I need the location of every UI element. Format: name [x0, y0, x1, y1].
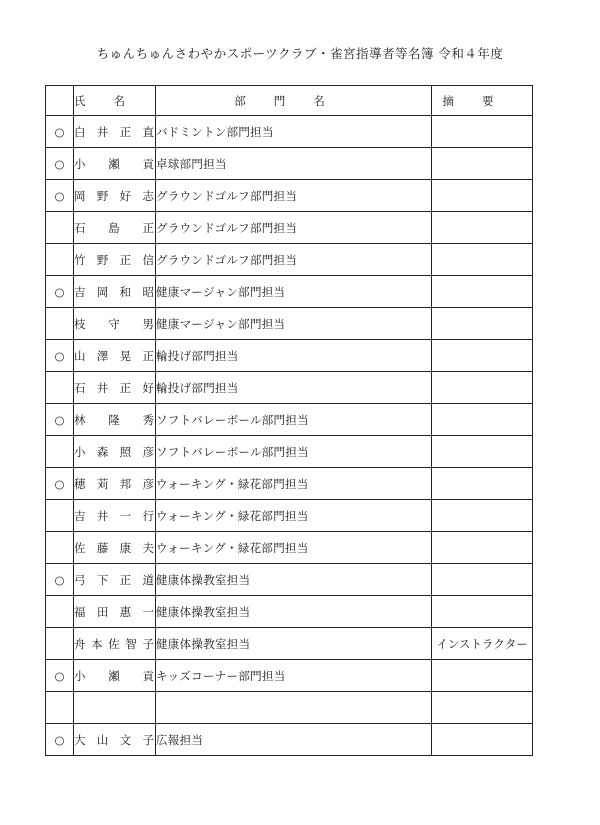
- table-row: [46, 692, 533, 724]
- table-row: [46, 116, 533, 148]
- leader-mark: ○: [46, 340, 74, 372]
- remarks: [432, 436, 533, 468]
- remarks: [432, 212, 533, 244]
- department: ウォーキング・緑花部門担当: [156, 532, 432, 564]
- department: 健康体操教室担当: [156, 596, 432, 628]
- person-name: 石井正好: [74, 372, 156, 404]
- remarks: [432, 372, 533, 404]
- person-name: 小瀬貢: [74, 148, 156, 180]
- remarks: [432, 692, 533, 724]
- leader-mark: [46, 212, 74, 244]
- leader-mark: [46, 436, 74, 468]
- header-row: [46, 86, 533, 116]
- department: 健康マージャン部門担当: [156, 308, 432, 340]
- table-row: [46, 212, 533, 244]
- department: バドミントン部門担当: [156, 116, 432, 148]
- leader-mark: [46, 596, 74, 628]
- leader-mark: ○: [46, 564, 74, 596]
- person-name: 山澤晃正: [74, 340, 156, 372]
- department: ウォーキング・緑花部門担当: [156, 468, 432, 500]
- department: ソフトバレーボール部門担当: [156, 404, 432, 436]
- leader-mark: ○: [46, 468, 74, 500]
- leader-mark: [46, 244, 74, 276]
- table-row: [46, 404, 533, 436]
- table-row: [46, 244, 533, 276]
- remarks: [432, 308, 533, 340]
- leader-mark: [46, 308, 74, 340]
- person-name: 福田惠一: [74, 596, 156, 628]
- person-name: 吉岡和昭: [74, 276, 156, 308]
- remarks: [432, 180, 533, 212]
- person-name: 穂苅邦彦: [74, 468, 156, 500]
- department: グラウンドゴルフ部門担当: [156, 180, 432, 212]
- person-name: [74, 692, 156, 724]
- leader-mark: ○: [46, 116, 74, 148]
- department: 輪投げ部門担当: [156, 340, 432, 372]
- leader-mark: [46, 532, 74, 564]
- table-row: [46, 500, 533, 532]
- table-row: [46, 372, 533, 404]
- table-row: [46, 596, 533, 628]
- remarks: [432, 564, 533, 596]
- person-name: 白井正直: [74, 116, 156, 148]
- person-name: 大山文子: [74, 724, 156, 756]
- department: 輪投げ部門担当: [156, 372, 432, 404]
- person-name: 石島正: [74, 212, 156, 244]
- remarks: [432, 660, 533, 692]
- department: 卓球部門担当: [156, 148, 432, 180]
- table-row: [46, 436, 533, 468]
- leader-mark: [46, 628, 74, 660]
- person-name: 林隆秀: [74, 404, 156, 436]
- remarks: [432, 596, 533, 628]
- table-row: [46, 276, 533, 308]
- person-name: 弓下正道: [74, 564, 156, 596]
- remarks: [432, 404, 533, 436]
- table-row: [46, 564, 533, 596]
- header-mark: [46, 86, 74, 116]
- remarks: [432, 276, 533, 308]
- table-row: [46, 180, 533, 212]
- department: 健康体操教室担当: [156, 564, 432, 596]
- person-name: 舟本佐智子: [74, 628, 156, 660]
- remarks: [432, 340, 533, 372]
- remarks: [432, 724, 533, 756]
- remarks: [432, 116, 533, 148]
- person-name: 枝守男: [74, 308, 156, 340]
- leader-mark: [46, 500, 74, 532]
- department: 広報担当: [156, 724, 432, 756]
- header-name: 氏名: [74, 86, 156, 116]
- leader-mark: ○: [46, 404, 74, 436]
- department: 健康体操教室担当: [156, 628, 432, 660]
- person-name: 岡野好志: [74, 180, 156, 212]
- remarks: [432, 148, 533, 180]
- department: キッズコーナー部門担当: [156, 660, 432, 692]
- page-title: ちゅんちゅんさわやかスポーツクラブ・雀宮指導者等名簿 令和４年度: [96, 46, 504, 61]
- department: ウォーキング・緑花部門担当: [156, 500, 432, 532]
- remarks: [432, 244, 533, 276]
- person-name: 小森照彦: [74, 436, 156, 468]
- remarks: [432, 468, 533, 500]
- department: [156, 692, 432, 724]
- table-row: [46, 532, 533, 564]
- remarks: [432, 500, 533, 532]
- remarks: [432, 532, 533, 564]
- department: ソフトバレーボール部門担当: [156, 436, 432, 468]
- roster-table: [45, 85, 533, 756]
- header-note: 摘要: [432, 86, 533, 116]
- header-dept: 部門名: [156, 86, 432, 116]
- table-row: [46, 628, 533, 660]
- leader-mark: [46, 372, 74, 404]
- department: 健康マージャン部門担当: [156, 276, 432, 308]
- leader-mark: ○: [46, 148, 74, 180]
- table-row: [46, 340, 533, 372]
- table-row: [46, 468, 533, 500]
- table-row: [46, 148, 533, 180]
- leader-mark: ○: [46, 276, 74, 308]
- person-name: 竹野正信: [74, 244, 156, 276]
- department: グラウンドゴルフ部門担当: [156, 212, 432, 244]
- table-row: [46, 660, 533, 692]
- leader-mark: ○: [46, 180, 74, 212]
- remarks: インストラクター: [432, 628, 533, 660]
- person-name: 小瀬貢: [74, 660, 156, 692]
- department: グラウンドゴルフ部門担当: [156, 244, 432, 276]
- leader-mark: ○: [46, 724, 74, 756]
- person-name: 佐藤康夫: [74, 532, 156, 564]
- table-row: [46, 308, 533, 340]
- leader-mark: [46, 692, 74, 724]
- person-name: 吉井一行: [74, 500, 156, 532]
- table-row: [46, 724, 533, 756]
- leader-mark: ○: [46, 660, 74, 692]
